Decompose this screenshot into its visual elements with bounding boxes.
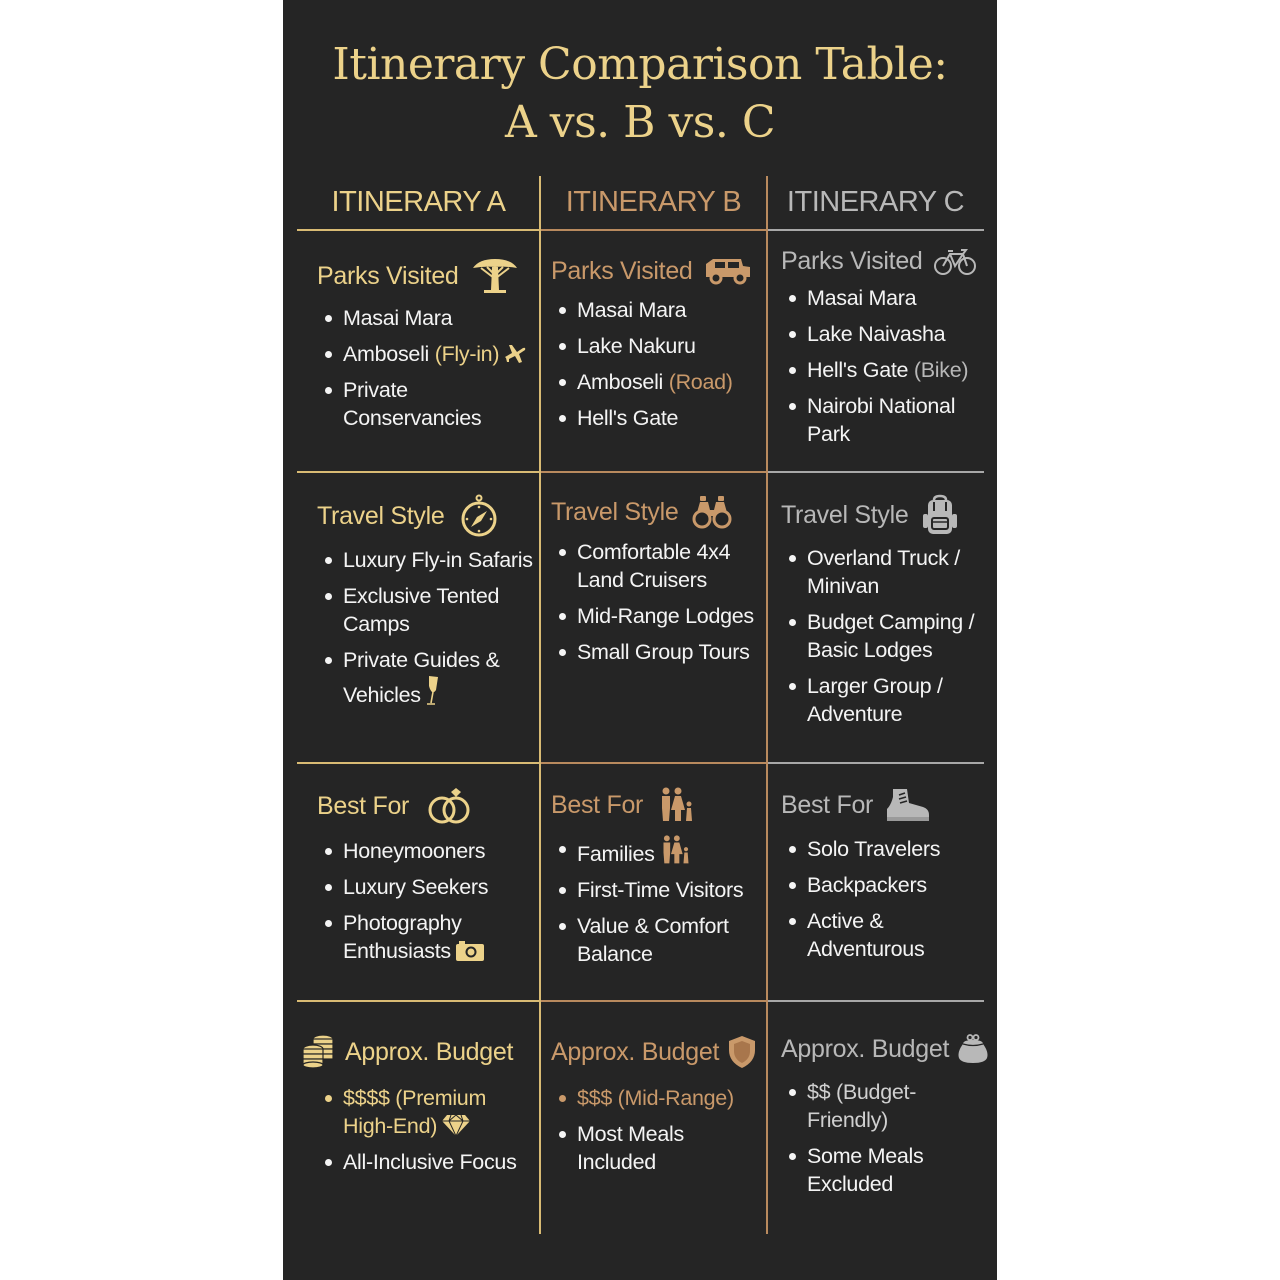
diamond-icon bbox=[441, 1113, 471, 1137]
cell-budget-c bbox=[781, 1034, 995, 1198]
list-item: Solo Travelers bbox=[781, 835, 995, 863]
comparison-panel bbox=[283, 0, 997, 1280]
list-item: Value & Comfort Balance bbox=[551, 912, 765, 968]
list-item: Hell's Gate (Bike) bbox=[781, 356, 995, 384]
cell-title: Best For bbox=[781, 787, 995, 823]
list-item: Families bbox=[551, 835, 765, 868]
list-item: Amboseli (Road) bbox=[551, 368, 765, 396]
binoculars-icon bbox=[692, 494, 732, 530]
cell-parks-c bbox=[781, 246, 995, 448]
cell-title: Travel Style bbox=[551, 494, 765, 530]
list-item: Lake Nakuru bbox=[551, 332, 765, 360]
note: (Fly-in) bbox=[434, 342, 500, 366]
column-divider-bc bbox=[766, 176, 768, 1234]
row-separator-3-b bbox=[541, 1000, 766, 1002]
list-item: Some Meals Excluded bbox=[781, 1142, 995, 1198]
list-item: Budget Camping / Basic Lodges bbox=[781, 608, 995, 664]
list-item: Private Conservancies bbox=[317, 376, 539, 432]
list-item: Photography Enthusiasts bbox=[317, 909, 539, 965]
list-item: Nairobi National Park bbox=[781, 392, 995, 448]
note: (Bike) bbox=[913, 358, 969, 382]
cell-budget-a bbox=[301, 1034, 539, 1176]
list-item: Comfortable 4x4 Land Cruisers bbox=[551, 538, 765, 594]
cell-title: Approx. Budget bbox=[301, 1034, 539, 1070]
note: (Road) bbox=[668, 370, 733, 394]
cell-bestfor-a bbox=[317, 787, 539, 965]
list-item: Overland Truck / Minivan bbox=[781, 544, 995, 600]
list-item: $$$$ (Premium High-End) bbox=[317, 1084, 539, 1140]
row-separator-2-b bbox=[541, 762, 766, 764]
list-item: $$$ (Mid-Range) bbox=[551, 1084, 765, 1112]
header-underline-b bbox=[541, 229, 766, 231]
cell-title: Approx. Budget bbox=[781, 1034, 995, 1064]
row-separator-3-a bbox=[297, 1000, 539, 1002]
list-item: Larger Group / Adventure bbox=[781, 672, 995, 728]
wedding-rings-icon bbox=[427, 787, 473, 825]
list-item: Backpackers bbox=[781, 871, 995, 899]
safari-jeep-icon bbox=[703, 256, 753, 286]
cell-title: Best For bbox=[317, 787, 539, 825]
list-item: Active & Adventurous bbox=[781, 907, 995, 963]
family-icon bbox=[657, 787, 697, 823]
header-underline-c bbox=[768, 229, 984, 231]
camera-icon bbox=[455, 940, 485, 962]
cell-bestfor-c bbox=[781, 787, 995, 963]
list-item: Private Guides & Vehicles bbox=[317, 646, 539, 709]
row-separator-1-b bbox=[541, 471, 766, 473]
row-separator-1-c bbox=[768, 471, 984, 473]
list-item: Luxury Seekers bbox=[317, 873, 539, 901]
list-item: Mid-Range Lodges bbox=[551, 602, 765, 630]
title-line-1: Itinerary Comparison Table: bbox=[332, 39, 948, 90]
list-item: Amboseli (Fly-in) bbox=[317, 340, 539, 368]
list-item: Masai Mara bbox=[781, 284, 995, 312]
cell-style-a bbox=[317, 494, 539, 709]
shield-icon bbox=[727, 1034, 757, 1070]
column-header-b: ITINERARY B bbox=[565, 186, 742, 218]
coin-purse-icon bbox=[957, 1034, 989, 1064]
list-item: First-Time Visitors bbox=[551, 876, 765, 904]
list-item: Masai Mara bbox=[317, 304, 539, 332]
family-icon bbox=[659, 835, 693, 865]
title-line-2: A vs. B vs. C bbox=[504, 97, 776, 148]
column-divider-ab bbox=[539, 176, 541, 1234]
backpack-icon bbox=[922, 494, 958, 536]
champagne-glass-icon bbox=[425, 674, 441, 706]
bicycle-icon bbox=[933, 246, 977, 276]
list-item: $$ (Budget-Friendly) bbox=[781, 1078, 995, 1134]
cell-title: Travel Style bbox=[317, 494, 539, 538]
column-header-c: ITINERARY C bbox=[786, 186, 965, 218]
list-item: Small Group Tours bbox=[551, 638, 765, 666]
list-item: Lake Naivasha bbox=[781, 320, 995, 348]
cell-title: Best For bbox=[551, 787, 765, 823]
cell-title: Parks Visited bbox=[317, 256, 539, 296]
row-separator-2-a bbox=[297, 762, 539, 764]
column-header-a: ITINERARY A bbox=[331, 186, 506, 218]
list-item: Honeymooners bbox=[317, 837, 539, 865]
row-separator-1-a bbox=[297, 471, 539, 473]
cell-parks-a bbox=[317, 256, 539, 432]
cell-parks-b bbox=[551, 256, 765, 432]
acacia-tree-icon bbox=[469, 256, 521, 296]
cell-title: Travel Style bbox=[781, 494, 995, 536]
cell-style-c bbox=[781, 494, 995, 728]
cell-bestfor-b bbox=[551, 787, 765, 968]
airplane-icon bbox=[503, 343, 527, 365]
list-item: All-Inclusive Focus bbox=[317, 1148, 539, 1176]
header-underline-a bbox=[297, 229, 539, 231]
cell-title: Approx. Budget bbox=[551, 1034, 765, 1070]
cell-budget-b bbox=[551, 1034, 765, 1176]
list-item: Hell's Gate bbox=[551, 404, 765, 432]
cell-style-b bbox=[551, 494, 765, 666]
list-item: Luxury Fly-in Safaris bbox=[317, 546, 539, 574]
cell-title: Parks Visited bbox=[781, 246, 995, 276]
cell-title: Parks Visited bbox=[551, 256, 765, 286]
list-item: Masai Mara bbox=[551, 296, 765, 324]
hiking-boot-icon bbox=[885, 787, 931, 823]
list-item: Most Meals Included bbox=[551, 1120, 765, 1176]
compass-icon bbox=[460, 494, 498, 538]
row-separator-2-c bbox=[768, 762, 984, 764]
page-title bbox=[283, 36, 997, 152]
coin-stacks-icon bbox=[301, 1034, 335, 1070]
row-separator-3-c bbox=[768, 1000, 984, 1002]
list-item: Exclusive Tented Camps bbox=[317, 582, 539, 638]
